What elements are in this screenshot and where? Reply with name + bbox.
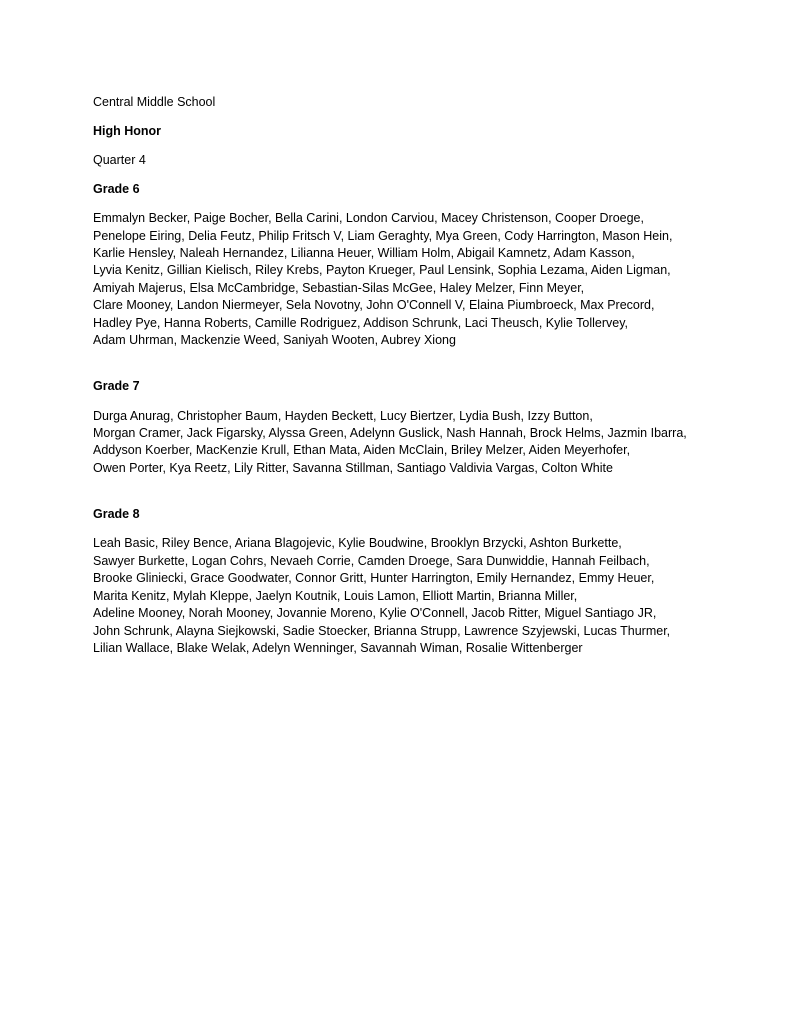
student-line: Owen Porter, Kya Reetz, Lily Ritter, Savanna Stillman, Santiago Valdivia Vargas, Colton White [93, 460, 613, 475]
student-list [93, 210, 753, 349]
grade-8-section [93, 506, 753, 657]
student-line: Hadley Pye, Hanna Roberts, Camille Rodriguez, Addison Schrunk, Laci Theusch, Kylie Tollervey, [93, 315, 628, 330]
quarter-label: Quarter 4 [93, 153, 146, 167]
student-line: Sawyer Burkette, Logan Cohrs, Nevaeh Corrie, Camden Droege, Sara Dunwiddie, Hannah Feilbach, [93, 553, 650, 568]
grade-heading: Grade 6 [93, 182, 140, 196]
student-line: Leah Basic, Riley Bence, Ariana Blagojevic, Kylie Boudwine, Brooklyn Brzycki, Ashton Burkette, [93, 536, 622, 551]
student-line: Addyson Koerber, MacKenzie Krull, Ethan Mata, Aiden McClain, Briley Melzer, Aiden Meyerhofer, [93, 443, 631, 458]
student-list [93, 535, 753, 657]
student-list [93, 408, 753, 478]
student-line: Lyvia Kenitz, Gillian Kielisch, Riley Krebs, Payton Krueger, Paul Lensink, Sophia Lezama, Aiden Ligman, [93, 263, 671, 278]
student-line: Morgan Cramer, Jack Figarsky, Alyssa Green, Adelynn Guslick, Nash Hannah, Brock Helms, Jazmin Ibarra, [93, 426, 687, 441]
student-line: Marita Kenitz, Mylah Kleppe, Jaelyn Koutnik, Louis Lamon, Elliott Martin, Brianna Miller, [93, 588, 578, 603]
student-line: Brooke Gliniecki, Grace Goodwater, Connor Gritt, Hunter Harrington, Emily Hernandez, Emmy Heuer, [93, 571, 655, 586]
grade-6-section [93, 181, 753, 349]
student-line: John Schrunk, Alayna Siejkowski, Sadie Stoecker, Brianna Strupp, Lawrence Szyjewski, Lucas Thurmer, [93, 623, 671, 638]
grade-heading: Grade 8 [93, 507, 140, 522]
grade-heading: Grade 7 [93, 379, 140, 394]
student-line: Penelope Eiring, Delia Feutz, Philip Fritsch V, Liam Geraghty, Mya Green, Cody Harrington, Mason Hein, [93, 228, 673, 243]
student-line: Clare Mooney, Landon Niermeyer, Sela Novotny, John O'Connell V, Elaina Piumbroeck, Max Precord, [93, 298, 655, 313]
student-line: Amiyah Majerus, Elsa McCambridge, Sebastian-Silas McGee, Haley Melzer, Finn Meyer, [93, 280, 585, 295]
honor-title: High Honor [93, 124, 162, 138]
student-line: Adam Uhrman, Mackenzie Weed, Saniyah Wooten, Aubrey Xiong [93, 333, 456, 348]
student-line: Karlie Hensley, Naleah Hernandez, Lilianna Heuer, William Holm, Abigail Kamnetz, Adam Kasson, [93, 246, 635, 261]
document-page [93, 94, 753, 657]
grade-7-section [93, 378, 753, 477]
school-name: Central Middle School [93, 95, 216, 109]
student-line: Lilian Wallace, Blake Welak, Adelyn Wenninger, Savannah Wiman, Rosalie Wittenberger [93, 640, 583, 655]
student-line: Emmalyn Becker, Paige Bocher, Bella Carini, London Carviou, Macey Christenson, Cooper Droege, [93, 211, 644, 226]
student-line: Durga Anurag, Christopher Baum, Hayden Beckett, Lucy Biertzer, Lydia Bush, Izzy Button, [93, 408, 593, 423]
student-line: Adeline Mooney, Norah Mooney, Jovannie Moreno, Kylie O'Connell, Jacob Ritter, Miguel Santiago JR, [93, 606, 657, 621]
